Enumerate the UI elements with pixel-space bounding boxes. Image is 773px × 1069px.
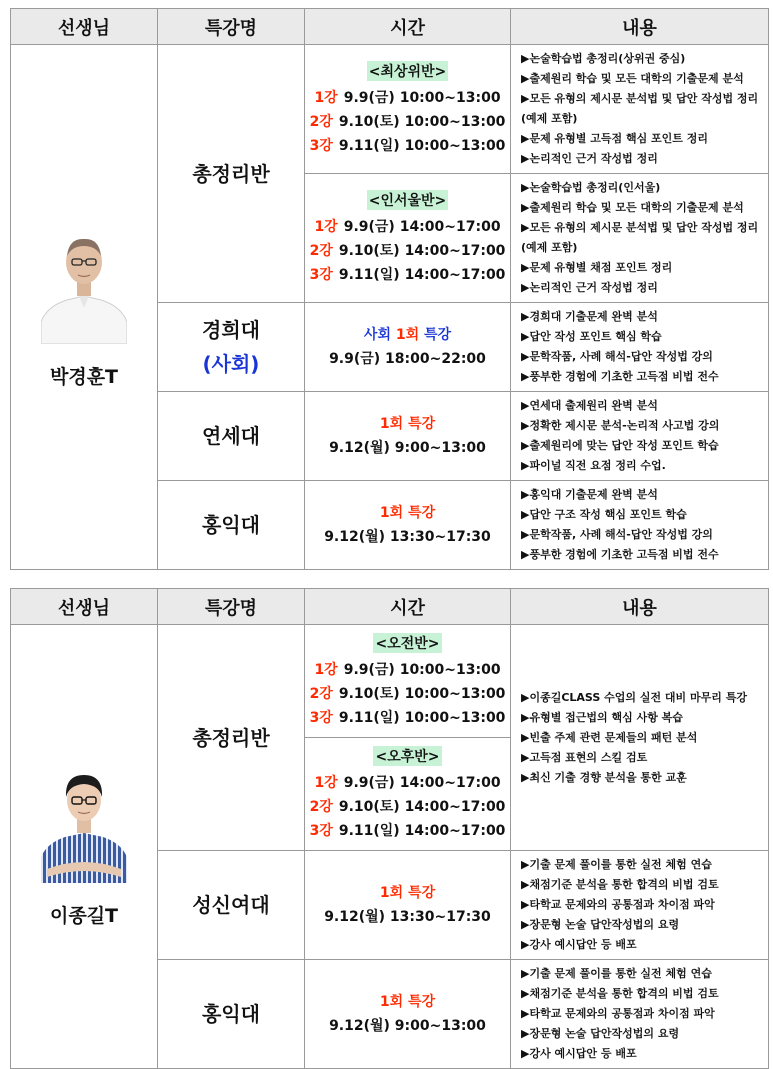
content-item: ▶기출 문제 풀이를 통한 실전 체험 연습 [521,858,712,871]
lecture-row: 1강 9.9(금) 14:00~17:00 [314,218,501,235]
content-item: ▶출제원리에 맞는 답안 작성 포인트 학습 [521,439,719,452]
content-item: ▶빈출 주제 관련 문제들의 패턴 분석 [521,730,698,744]
teacher-cell [11,45,158,570]
content-cell [511,851,769,960]
content-item: ▶답안 작성 포인트 핵심 학습 [521,330,662,343]
content-cell [511,303,769,392]
content-item: ▶파이널 직전 요점 정리 수업. [521,459,666,472]
time-cell-am [305,625,511,738]
header-content: 내용 [511,9,769,45]
lecture-row: 3강 9.11(일) 14:00~17:00 [309,266,506,283]
content-item: ▶모든 유형의 제시문 분석법 및 답안 작성법 정리(예제 포함) [521,221,759,254]
content-item: ▶논리적인 근거 작성법 정리 [521,281,658,294]
content-item: ▶논리적인 근거 작성법 정리 [521,152,658,165]
content-item: ▶모든 유형의 제시문 분석법 및 답안 작성법 정리(예제 포함) [521,92,759,125]
content-item: ▶문제 유형별 고득점 핵심 포인트 정리 [521,132,708,145]
content-item: ▶장문형 논술 답안작성법의 요령 [521,918,680,931]
time-cell-seoul [305,174,511,303]
header-course: 특강명 [158,9,305,45]
content-item: ▶풍부한 경험에 기초한 고득점 비법 전수 [521,370,719,383]
special-time: 9.12(월) 13:30~17:30 [324,529,491,545]
lecture-row: 2강 9.10(토) 14:00~17:00 [309,242,506,259]
content-cell [511,960,769,1069]
course-summary: 총정리반 [158,45,305,303]
time-cell [305,481,511,570]
header-teacher: 선생님 [11,589,158,625]
teacher-cell [11,625,158,1069]
group-label: <최상위반> [367,61,449,81]
content-item: ▶강사 예시답안 등 배포 [521,938,637,951]
course-hongik: 홍익대 [158,481,305,570]
course-sub: (사회) [202,352,260,376]
lecture-row: 3강 9.11(일) 14:00~17:00 [309,822,506,839]
content-item: ▶강사 예시답안 등 배포 [521,1047,637,1060]
special-time: 9.12(월) 9:00~13:00 [329,1018,486,1034]
content-item: ▶홍익대 기출문제 완벽 분석 [521,488,658,501]
content-item: ▶풍부한 경험에 기초한 고득점 비법 전수 [521,548,719,561]
content-item: ▶출제원리 학습 및 모든 대학의 기출문제 분석 [521,201,744,214]
special-label: 1회 특강 [379,505,436,521]
special-label: 사회 1회 특강 [363,327,452,343]
course-summary: 총정리반 [158,625,305,851]
lecture-row: 3강 9.11(일) 10:00~13:00 [309,709,506,726]
header-row [11,9,769,45]
special-label: 1회 특강 [379,885,436,901]
lecture-row: 2강 9.10(토) 10:00~13:00 [309,685,506,702]
teacher-name: 박경훈T [49,365,119,388]
time-cell [305,960,511,1069]
time-cell-pm [305,738,511,851]
content-item: ▶타학교 문제와의 공통점과 차이점 파악 [521,898,715,911]
content-item: ▶연세대 출제원리 완벽 분석 [521,399,658,412]
header-content: 내용 [511,589,769,625]
header-teacher: 선생님 [11,9,158,45]
content-item: ▶문제 유형별 채점 포인트 정리 [521,261,673,274]
time-cell [305,851,511,960]
content-item: ▶경희대 기출문제 완벽 분석 [521,310,658,323]
content-item: ▶이종길CLASS 수업의 실전 대비 마무리 특강 [521,690,747,704]
header-row [11,589,769,625]
special-label: 1회 특강 [379,994,436,1010]
content-cell [511,481,769,570]
content-cell [511,45,769,174]
time-cell [305,392,511,481]
teacher-photo [41,226,127,344]
content-item: ▶문학작품, 사례 해석-답안 작성법 강의 [521,350,713,363]
course-khu: 경희대 (사회) [158,303,305,392]
special-label: 1회 특강 [379,416,436,432]
header-course: 특강명 [158,589,305,625]
group-label: <오전반> [373,633,441,653]
content-item: ▶문학작품, 사례 해석-답안 작성법 강의 [521,528,713,541]
lecture-row: 2강 9.10(토) 14:00~17:00 [309,798,506,815]
lecture-row: 1강 9.9(금) 10:00~13:00 [314,89,501,106]
content-item: ▶장문형 논술 답안작성법의 요령 [521,1027,680,1040]
table-row [11,625,769,738]
course-yonsei: 연세대 [158,392,305,481]
content-item: ▶기출 문제 풀이를 통한 실전 체험 연습 [521,967,712,980]
content-item: ▶답안 구조 작성 핵심 포인트 학습 [521,508,687,521]
lecture-row: 1강 9.9(금) 10:00~13:00 [314,661,501,678]
content-item: ▶정확한 제시문 분석-논리적 사고법 강의 [521,419,720,432]
content-cell [511,174,769,303]
content-item: ▶논술학습법 총정리(인서울) [521,181,661,194]
content-cell [511,392,769,481]
teacher-name: 이종길T [49,905,119,927]
lecture-row: 2강 9.10(토) 10:00~13:00 [309,113,506,130]
content-item: ▶출제원리 학습 및 모든 대학의 기출문제 분석 [521,72,744,85]
lecture-row: 3강 9.11(일) 10:00~13:00 [309,137,506,154]
content-item: ▶채점기준 분석을 통한 합격의 비법 검토 [521,987,719,1000]
header-time: 시간 [305,589,511,625]
content-item: ▶채점기준 분석을 통한 합격의 비법 검토 [521,878,719,891]
table-row [11,45,769,174]
course-sungshin: 성신여대 [158,851,305,960]
content-item: ▶고득점 표현의 스킬 검토 [521,750,648,764]
teacher-photo [41,765,127,883]
content-item: ▶타학교 문제와의 공통점과 차이점 파악 [521,1007,715,1020]
time-cell-top [305,45,511,174]
content-item: ▶논술학습법 총정리(상위권 중심) [521,52,686,65]
group-label: <인서울반> [367,190,449,210]
special-time: 9.12(월) 13:30~17:30 [324,909,491,925]
content-item: ▶유형별 접근법의 핵심 사항 복습 [521,710,683,724]
header-time: 시간 [305,9,511,45]
time-cell [305,303,511,392]
content-item: ▶최신 기출 경향 분석을 통한 교훈 [521,770,687,784]
course-hongik: 홍익대 [158,960,305,1069]
lecture-row: 1강 9.9(금) 14:00~17:00 [314,774,501,791]
special-time: 9.9(금) 18:00~22:00 [329,351,486,367]
schedule-table-1 [10,8,769,570]
special-time: 9.12(월) 9:00~13:00 [329,440,486,456]
group-label: <오후반> [373,746,441,766]
schedule-table-2 [10,588,769,1069]
content-cell [511,625,769,851]
